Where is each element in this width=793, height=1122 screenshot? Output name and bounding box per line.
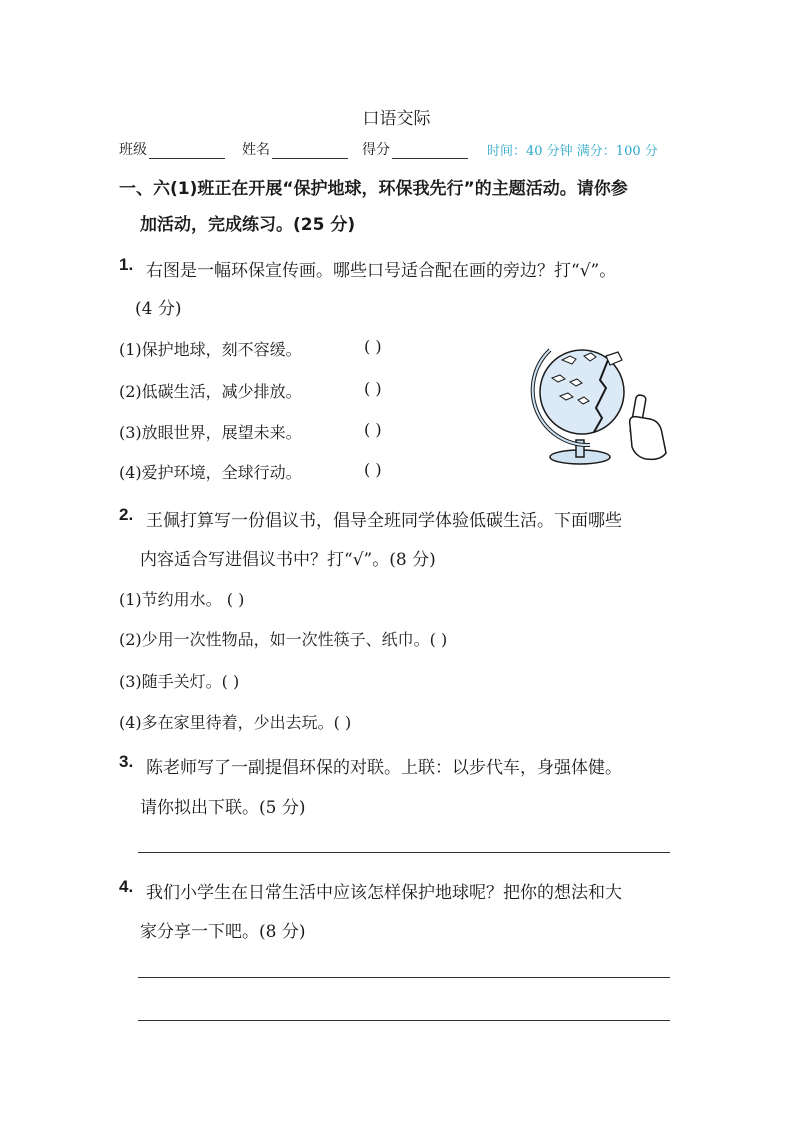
q2-option-2[interactable]: (2)少用一次性物品，如一次性筷子、纸巾。( ) xyxy=(119,630,448,649)
q4-answer-line-1[interactable] xyxy=(138,977,670,978)
class-blank[interactable] xyxy=(149,144,225,159)
q2-text-line2: 内容适合写进倡议书中？打“√”。(8 分) xyxy=(140,550,436,570)
q3-text-line2: 请你拟出下联。(5 分) xyxy=(140,798,306,818)
name-label: 姓名 xyxy=(242,142,270,158)
q3-number: 3. xyxy=(119,752,134,771)
globe-illustration xyxy=(520,330,670,470)
q1-option-1: (1)保护地球，刻不容缓。 xyxy=(119,340,302,359)
page-title: 口语交际 xyxy=(362,109,431,129)
score-field xyxy=(362,139,468,159)
q2-text-line1: 王佩打算写一份倡议书，倡导全班同学体验低碳生活。下面哪些 xyxy=(146,511,622,531)
q1-text-line1: 右图是一幅环保宣传画。哪些口号适合配在画的旁边？打“√”。 xyxy=(146,261,617,281)
q3-text-line1: 陈老师写了一副提倡环保的对联。上联：以步代车，身强体健。 xyxy=(146,758,622,778)
q1-answer-2[interactable]: ( ) xyxy=(364,379,382,398)
q4-text-line1: 我们小学生在日常生活中应该怎样保护地球呢？把你的想法和大 xyxy=(146,883,622,903)
q1-option-4: (4)爱护环境，全球行动。 xyxy=(119,463,302,482)
q1-option-3: (3)放眼世界，展望未来。 xyxy=(119,423,302,442)
q4-number: 4. xyxy=(119,877,134,896)
class-label: 班级 xyxy=(119,142,147,158)
section-heading-line2: 加活动，完成练习。(25 分) xyxy=(140,215,356,235)
q4-answer-line-2[interactable] xyxy=(138,1020,670,1021)
q1-option-2: (2)低碳生活，减少排放。 xyxy=(119,382,302,401)
q1-answer-3[interactable]: ( ) xyxy=(364,420,382,439)
q3-answer-line[interactable] xyxy=(138,852,670,853)
q2-option-4[interactable]: (4)多在家里待着，少出去玩。( ) xyxy=(119,713,352,732)
q4-text-line2: 家分享一下吧。(8 分) xyxy=(140,922,306,942)
q2-number: 2. xyxy=(119,505,134,524)
score-label: 得分 xyxy=(362,142,390,158)
section-heading-line1: 一、六(1)班正在开展“保护地球，环保我先行”的主题活动。请你参 xyxy=(119,179,628,199)
class-field xyxy=(119,139,225,159)
score-blank[interactable] xyxy=(392,144,468,159)
q1-answer-1[interactable]: ( ) xyxy=(364,337,382,356)
name-blank[interactable] xyxy=(272,144,348,159)
time-info: 时间：40 分钟 满分：100 分 xyxy=(487,144,658,159)
q1-answer-4[interactable]: ( ) xyxy=(364,460,382,479)
q1-text-line2: (4 分) xyxy=(135,299,182,319)
name-field xyxy=(242,139,348,159)
q1-number: 1. xyxy=(119,255,134,274)
q2-option-3[interactable]: (3)随手关灯。( ) xyxy=(119,672,240,691)
q2-option-1[interactable]: (1)节约用水。 ( ) xyxy=(119,590,245,609)
